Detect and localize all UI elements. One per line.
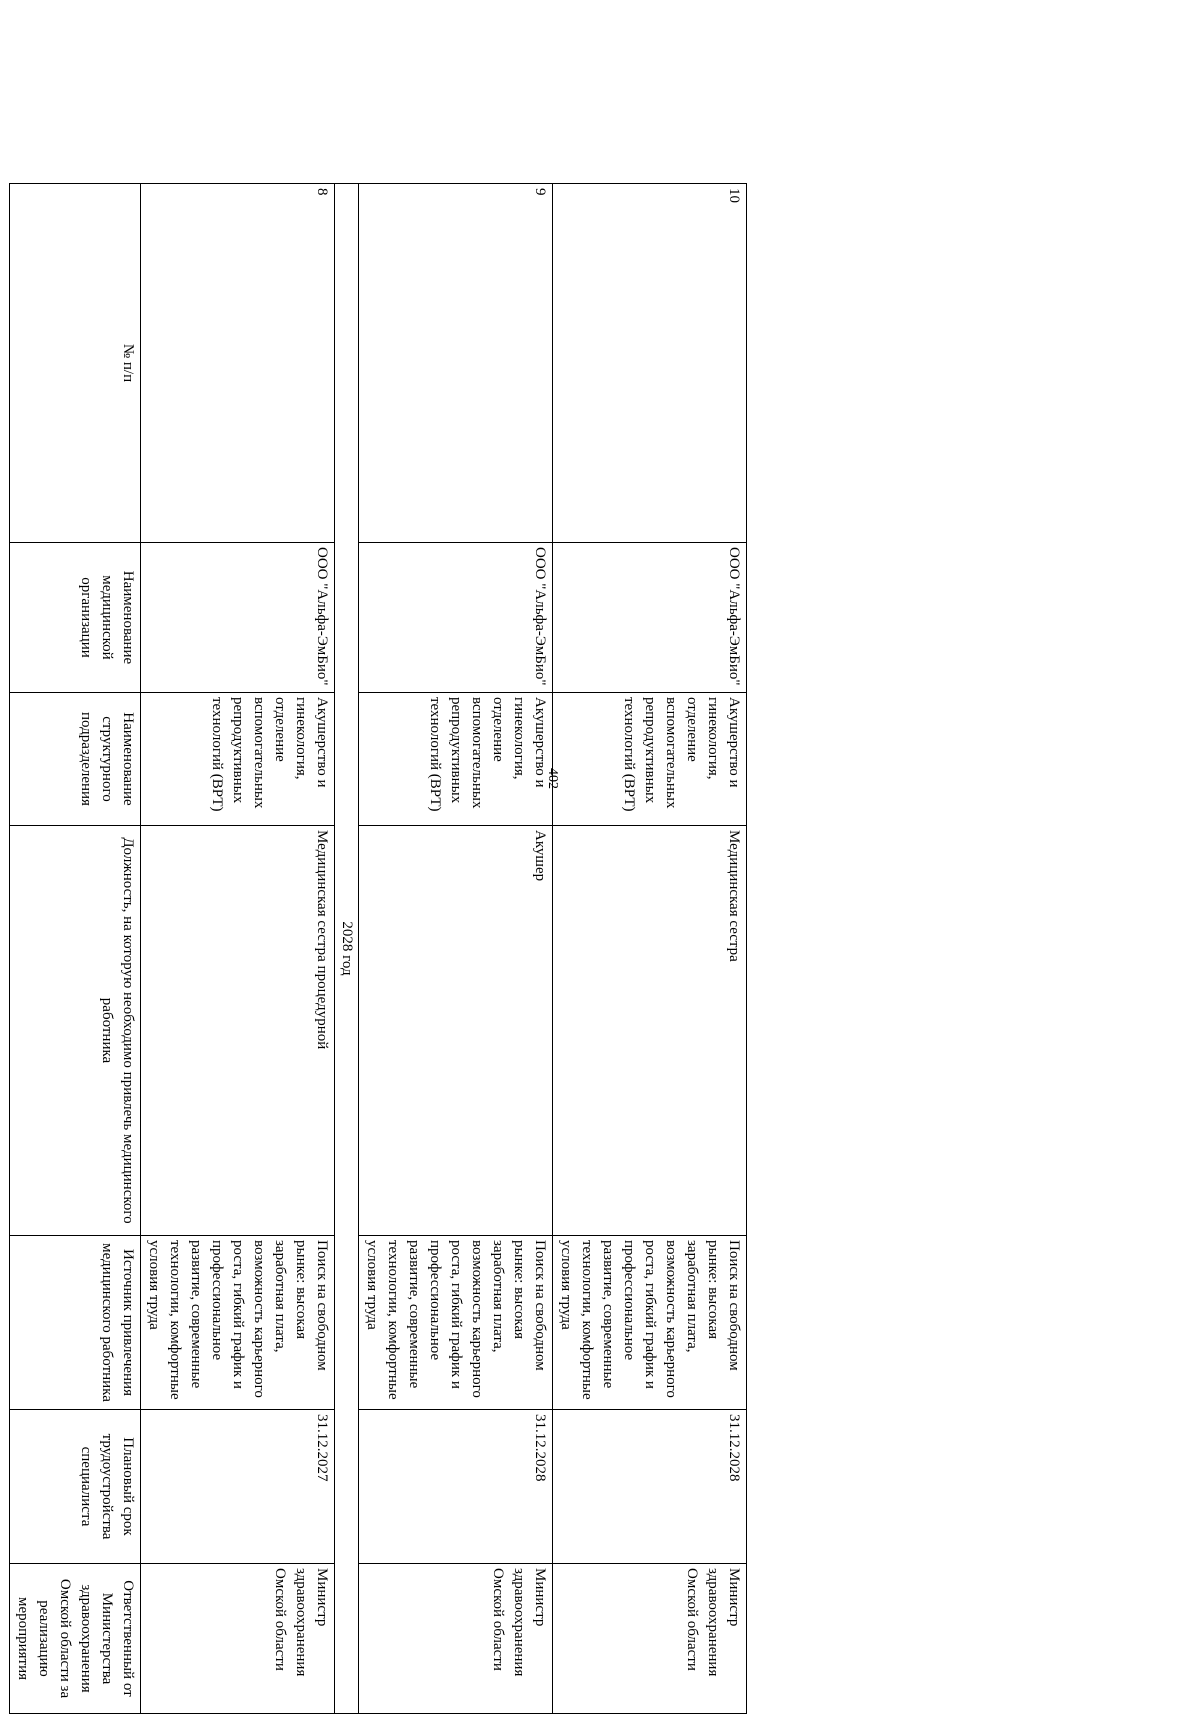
header-source: Источник привлечения медицинского работника [10,1236,141,1410]
table-row [141,184,335,1714]
cell-position: Акушер [359,826,553,1236]
cell-responsible: Министр здравоохранения Омской области [141,1564,335,1714]
cell-department: Акушерство и гинекология, отделение вспомогательных репродуктивных технологий (ВРТ) [553,693,747,826]
year-row [335,184,359,1714]
cell-deadline: 31.12.2027 [141,1410,335,1564]
cell-number: 8 [141,184,335,543]
page-number: 402 [545,768,560,789]
header-position: Должность, на которую необходимо привлечь медицинского работника [10,826,141,1236]
cell-organization: ООО "Альфа-ЭмБио" [141,543,335,693]
header-deadline: Плановый срок трудоустройства специалиста [10,1410,141,1564]
cell-organization: ООО "Альфа-ЭмБио" [553,543,747,693]
cell-department: Акушерство и гинекология, отделение вспомогательных репродуктивных технологий (ВРТ) [141,693,335,826]
cell-organization: ООО "Альфа-ЭмБио" [359,543,553,693]
cell-source: Поиск на свободном рынке: высокая заработная плата, возможность карьерного роста, гибкий график и профессиональное развитие, современные технологии, комфортные условия труда [359,1236,553,1410]
table-row [553,184,747,1714]
header-organization: Наименование медицинской организации [10,543,141,693]
cell-deadline: 31.12.2028 [359,1410,553,1564]
cell-source: Поиск на свободном рынке: высокая заработная плата, возможность карьерного роста, гибкий график и профессиональное развитие, современные технологии, комфортные условия труда [141,1236,335,1410]
year-label: 2028 год [335,184,359,1714]
table-row [359,184,553,1714]
cell-responsible: Министр здравоохранения Омской области [553,1564,747,1714]
staffing-table [9,183,747,1714]
header-responsible: Ответственный от Министерства здравоохранения Омской области за реализацию мероприятия [10,1564,141,1714]
cell-department: Акушерство и гинекология, отделение вспомогательных репродуктивных технологий (ВРТ) [359,693,553,826]
cell-deadline: 31.12.2028 [553,1410,747,1564]
cell-position: Медицинская сестра процедурной [141,826,335,1236]
header-department: Наименование структурного подразделения [10,693,141,826]
cell-number: 10 [553,184,747,543]
cell-source: Поиск на свободном рынке: высокая заработная плата, возможность карьерного роста, гибкий график и профессиональное развитие, современные технологии, комфортные условия труда [553,1236,747,1410]
staffing-table-container [15,183,747,1713]
table-header-row [10,184,141,1714]
cell-number: 9 [359,184,553,543]
cell-responsible: Министр здравоохранения Омской области [359,1564,553,1714]
cell-position: Медицинская сестра [553,826,747,1236]
header-number: № п/п [10,184,141,543]
